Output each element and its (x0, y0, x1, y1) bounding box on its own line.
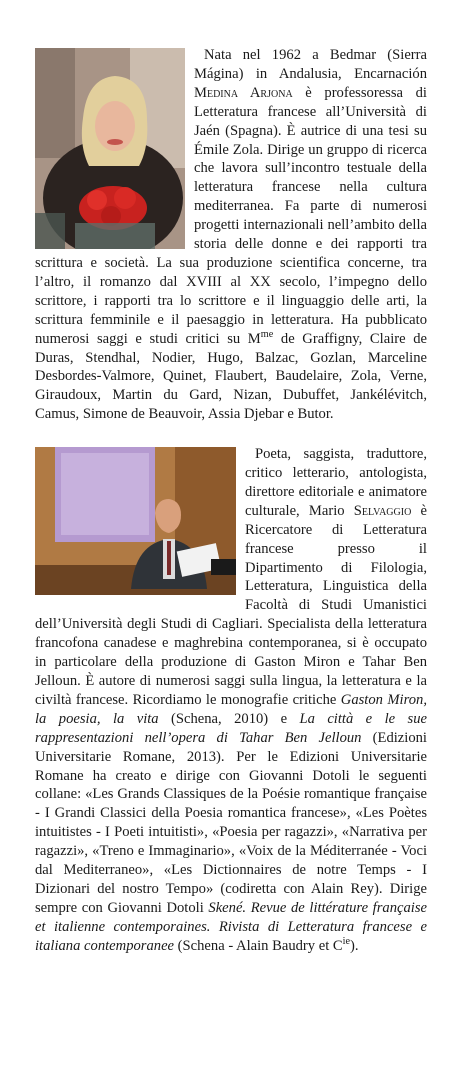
bio2-text-part1: Poeta, saggista, traduttore, critico letterario, antologista, direttore editoriale e animatore culturale, Mario (245, 446, 427, 519)
bio1-superscript-me: me (260, 328, 274, 340)
bio1-text-part2: è professoressa di Letteratura francese all’Università di Jaén (Spagna). È autrice di una tesi su Émile Zola. Dirige un gruppo di ricerca che lavora sull’incontro testuale della letteratura francese nella cultura mediterranea. Fa parte di numerosi progetti internazionali nell’ambito della storia delle donne e dei rapporti tra scrittura e società. La sua produzione scientifica concerne, tra l’altro, il romanzo dal XVIII al XX secolo, l’impegno dello scrittore, i rapporti tra lo scrittore e il linguaggio delle arti, la scrittura femminile e il paesaggio in letteratura. Ha pubblicato numerosi saggi e studi critici su M (35, 84, 427, 347)
bio-medina-arjona (35, 46, 427, 424)
page-content (35, 46, 427, 956)
bio2-book-title-miron: Gaston Miron, la poesia, la vita (35, 691, 427, 727)
bio2-superscript-ie: ie (342, 935, 351, 947)
bio2-text-part4: (Edizioni Universitarie Romane, 2013). Per le Edizioni Universitarie Romane ha creato e dirige con Giovanni Dotoli le seguenti collane: «Les Grands Classiques de la Poésie romantique française - I Grandi Classici della Poesia romantica francese», «Les Poètes intuitistes - I Poeti intuitisti», «Poesia per ragazzi», «Narrativa per ragazzi», «Treno e Immaginario», «Voix de la Méditerranée - Voci dal Mediterraneo», «Les Dictionnaires de notre Temps - I Dizionari del nostro Tempo» (codiretta con Alain Rey). Dirige sempre con Giovanni Dotoli (35, 729, 427, 916)
bio1-author-name: Medina Arjona (194, 84, 293, 101)
bio1-text-part3: de Graffigny, Claire de Duras, Stendhal, Nodier, Hugo, Balzac, Gozlan, Marceline Desbordes-Valmore, Quinet, Flaubert, Baudelaire, Zola, Verne, Giraudoux, Martin du Gard, Nizan, Dubuffet, Jankélévitch, Camus, Simone de Beauvoir, Assia Djebar e Butor. (35, 330, 427, 423)
bio2-journal-title-skene: Skené. Revue de littérature française et italienne contemporaines. Rivista di Letteratura francese e italiana contemporanee (35, 899, 427, 954)
portrait-photo-medina-arjona (35, 48, 185, 249)
portrait-image-selvaggio (35, 447, 236, 595)
bio-selvaggio (35, 445, 427, 955)
bio2-text-part5: (Schena - Alain Baudry et C (174, 937, 343, 954)
bio2-book-title-ben-jelloun: La città e le sue rappresentazioni nell’opera di Tahar Ben Jelloun (35, 710, 427, 746)
bio2-author-name: Selvaggio (353, 502, 412, 519)
bio2-text-part3: (Schena, 2010) e (158, 710, 300, 727)
bio2-text-part2: è Ricercatore di Letteratura francese presso il Dipartimento di Filologia, Letteratura, Linguistica della Facoltà di Studi Umanistici dell’Università degli Studi di Cagliari. Specialista della letteratura francofona canadese e maghrebina contemporanea, si è occupato in particolare della produzione di Gaston Miron e Tahar Ben Jelloun. È autore di numerosi saggi sulla lingua, la letteratura e la civiltà francese. Ricordiamo le monografie critiche (35, 502, 427, 708)
portrait-image-medina-arjona (35, 48, 185, 249)
bio2-text-part6: ). (350, 937, 359, 954)
bio1-text-part1: Nata nel 1962 a Bedmar (Sierra Mágina) in Andalusia, Encarnación (194, 47, 427, 82)
portrait-photo-selvaggio (35, 447, 236, 595)
